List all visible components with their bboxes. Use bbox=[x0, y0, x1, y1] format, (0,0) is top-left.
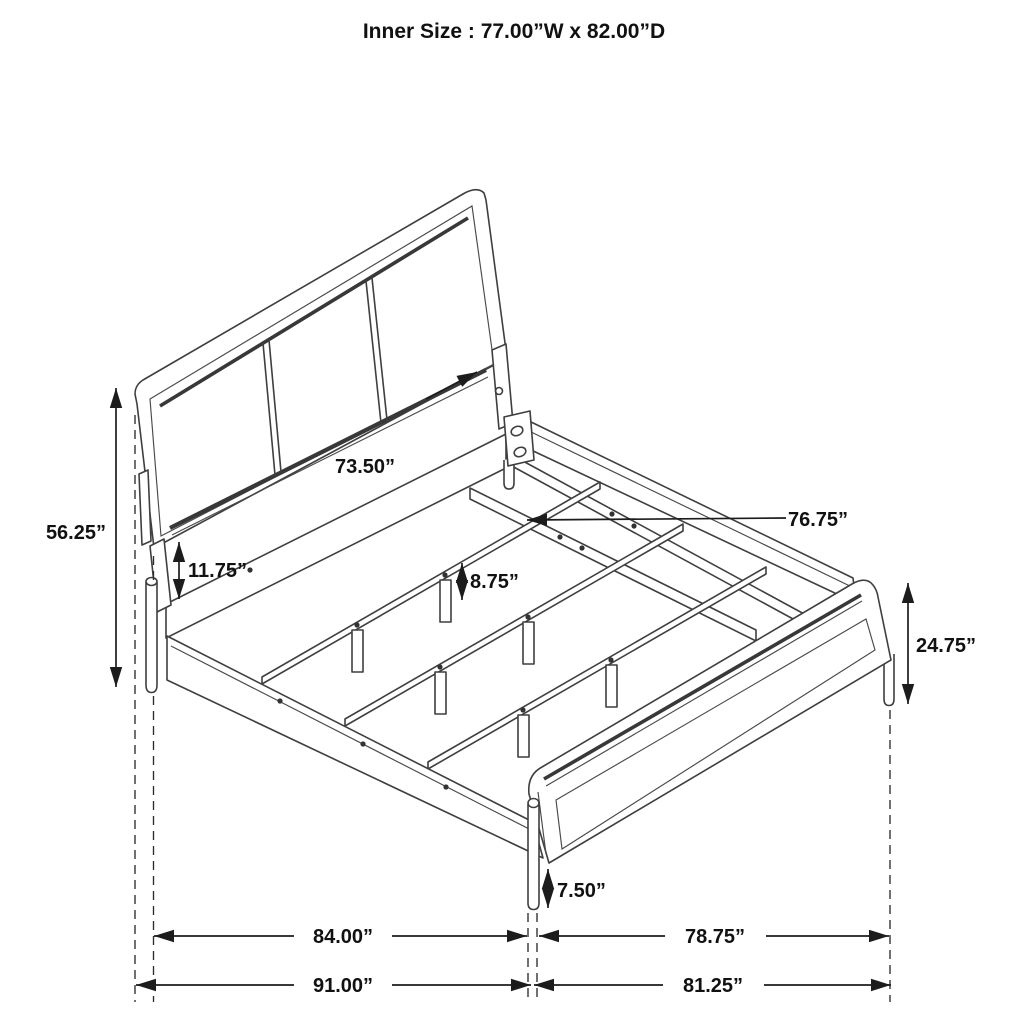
dim-headboard-width: 73.50” bbox=[334, 456, 396, 478]
dim-footboard-height: 24.75” bbox=[916, 635, 977, 657]
dim-headboard-height: 56.25” bbox=[45, 522, 106, 544]
dim-center-rail-leader bbox=[527, 518, 786, 520]
dim-gap: 11.75” bbox=[188, 560, 247, 582]
dim-slat-leg: 8.75” bbox=[470, 571, 519, 593]
footboard bbox=[528, 580, 894, 909]
dim-foot-outer-width: 81.25” bbox=[682, 975, 744, 997]
dim-foot-inner-width: 78.75” bbox=[684, 926, 746, 948]
dim-outer-length: 91.00” bbox=[312, 975, 374, 997]
dim-center-rail: 76.75” bbox=[788, 509, 849, 531]
page-title: Inner Size : 77.00”W x 82.00”D bbox=[362, 20, 666, 43]
dim-inner-length: 84.00” bbox=[312, 926, 374, 948]
dim-footboard-leg: 7.50” bbox=[557, 880, 606, 902]
